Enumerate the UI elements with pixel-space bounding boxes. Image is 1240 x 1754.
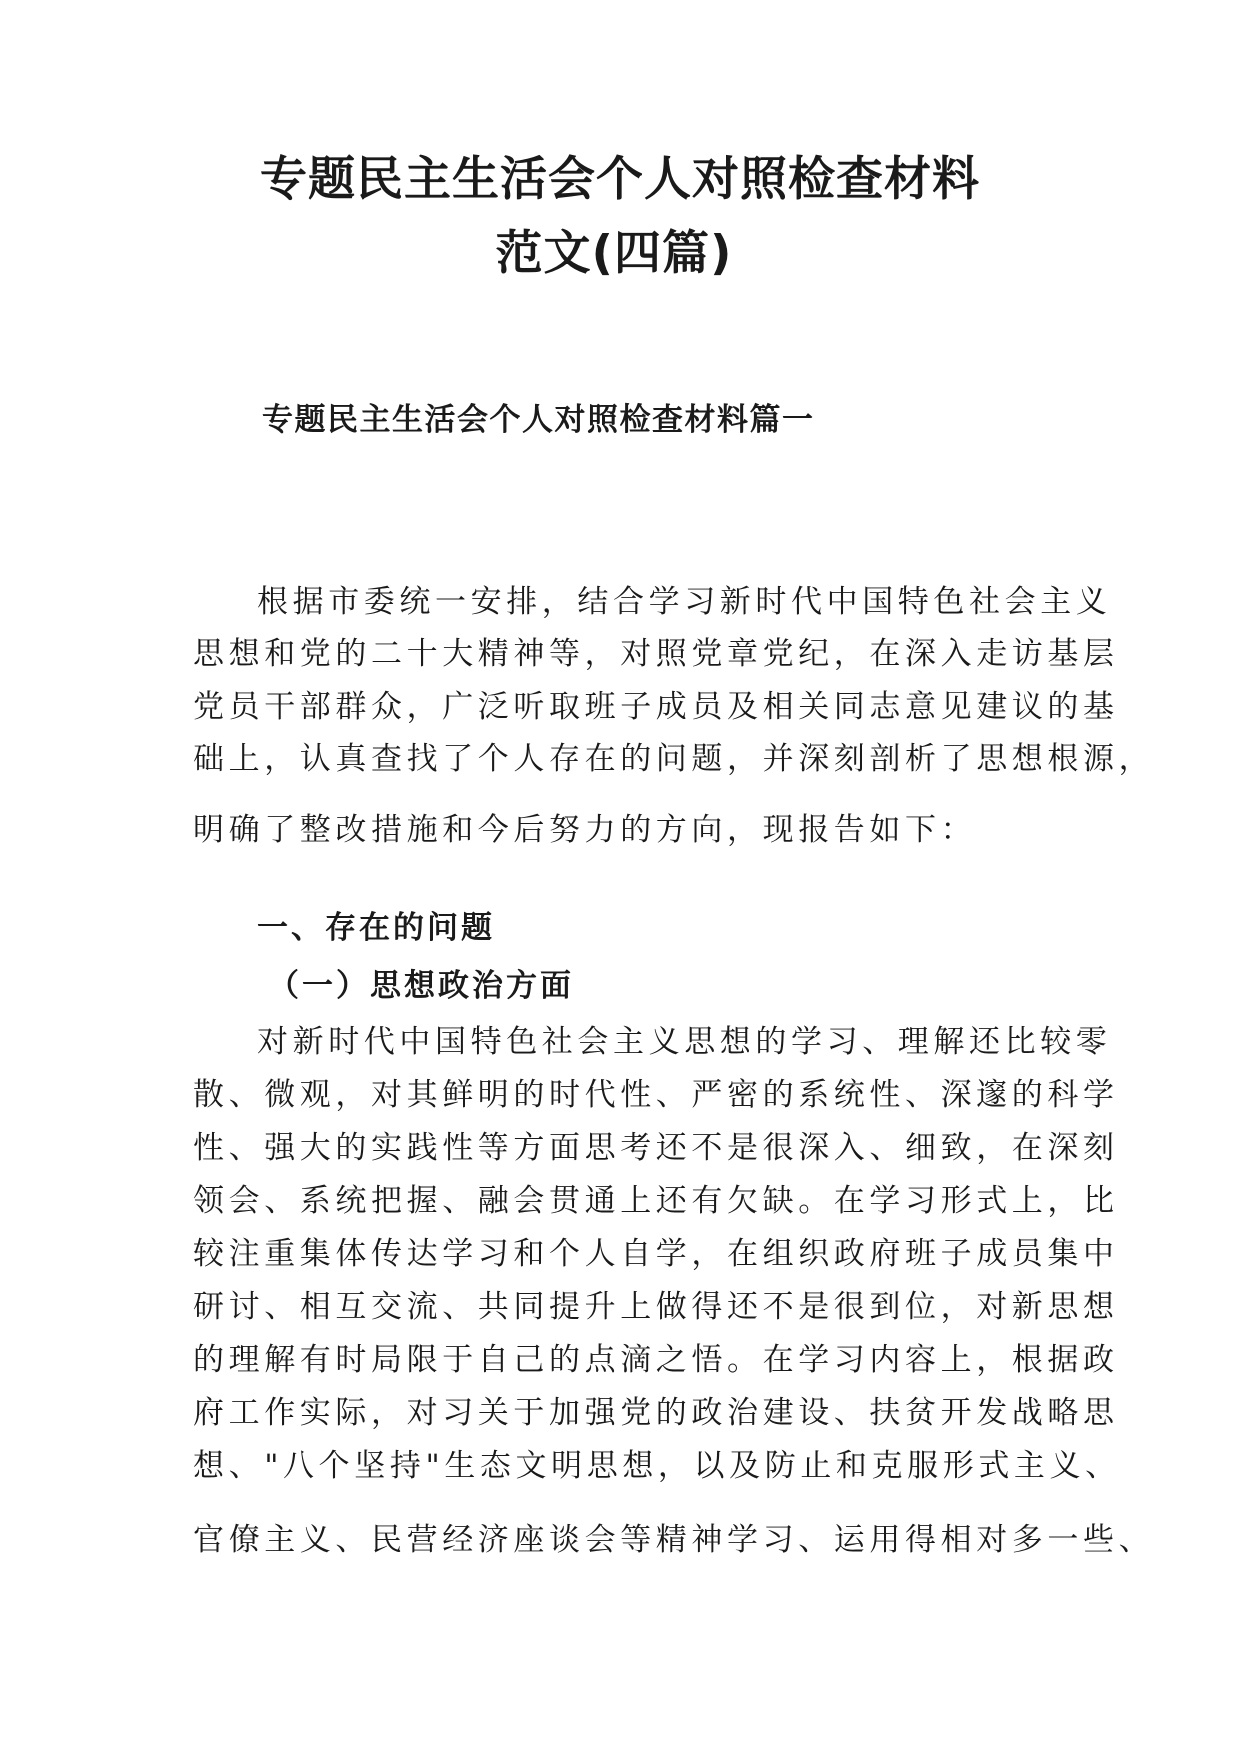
intro-line: 思想和党的二十大精神等，对照党章党纪，在深入走访基层 <box>193 636 1119 672</box>
heading-level-1: 一、存在的问题 <box>257 910 495 946</box>
body-line: 研讨、相互交流、共同提升上做得还不是很到位，对新思想 <box>193 1289 1119 1325</box>
body-line: 对新时代中国特色社会主义思想的学习、理解还比较零 <box>257 1024 1112 1060</box>
document-title-line-2: 范文(四篇) <box>495 226 733 281</box>
body-line: 散、微观，对其鲜明的时代性、严密的系统性、深邃的科学 <box>193 1077 1119 1113</box>
intro-line: 础上，认真查找了个人存在的问题，并深刻剖析了思想根源， <box>193 741 1155 777</box>
body-line: 的理解有时局限于自己的点滴之悟。在学习内容上，根据政 <box>193 1342 1119 1378</box>
intro-line: 根据市委统一安排，结合学习新时代中国特色社会主义 <box>257 584 1112 620</box>
body-line: 府工作实际，对习关于加强党的政治建设、扶贫开发战略思 <box>193 1395 1119 1431</box>
section-heading: 专题民主生活会个人对照检查材料篇一 <box>262 402 815 438</box>
document-title-line-1: 专题民主生活会个人对照检查材料 <box>260 152 980 207</box>
body-line: 较注重集体传达学习和个人自学，在组织政府班子成员集中 <box>193 1236 1119 1272</box>
body-line: 性、强大的实践性等方面思考还不是很深入、细致，在深刻 <box>193 1130 1119 1166</box>
intro-line: 党员干部群众，广泛听取班子成员及相关同志意见建议的基 <box>193 689 1119 725</box>
body-line: 官僚主义、民营经济座谈会等精神学习、运用得相对多一些、 <box>193 1522 1155 1558</box>
heading-level-2: （一）思想政治方面 <box>268 968 574 1004</box>
body-line: 领会、系统把握、融会贯通上还有欠缺。在学习形式上，比 <box>193 1183 1119 1219</box>
intro-line: 明确了整改措施和今后努力的方向，现报告如下： <box>193 812 977 848</box>
body-line: 想、"八个坚持"生态文明思想，以及防止和克服形式主义、 <box>193 1448 1121 1484</box>
